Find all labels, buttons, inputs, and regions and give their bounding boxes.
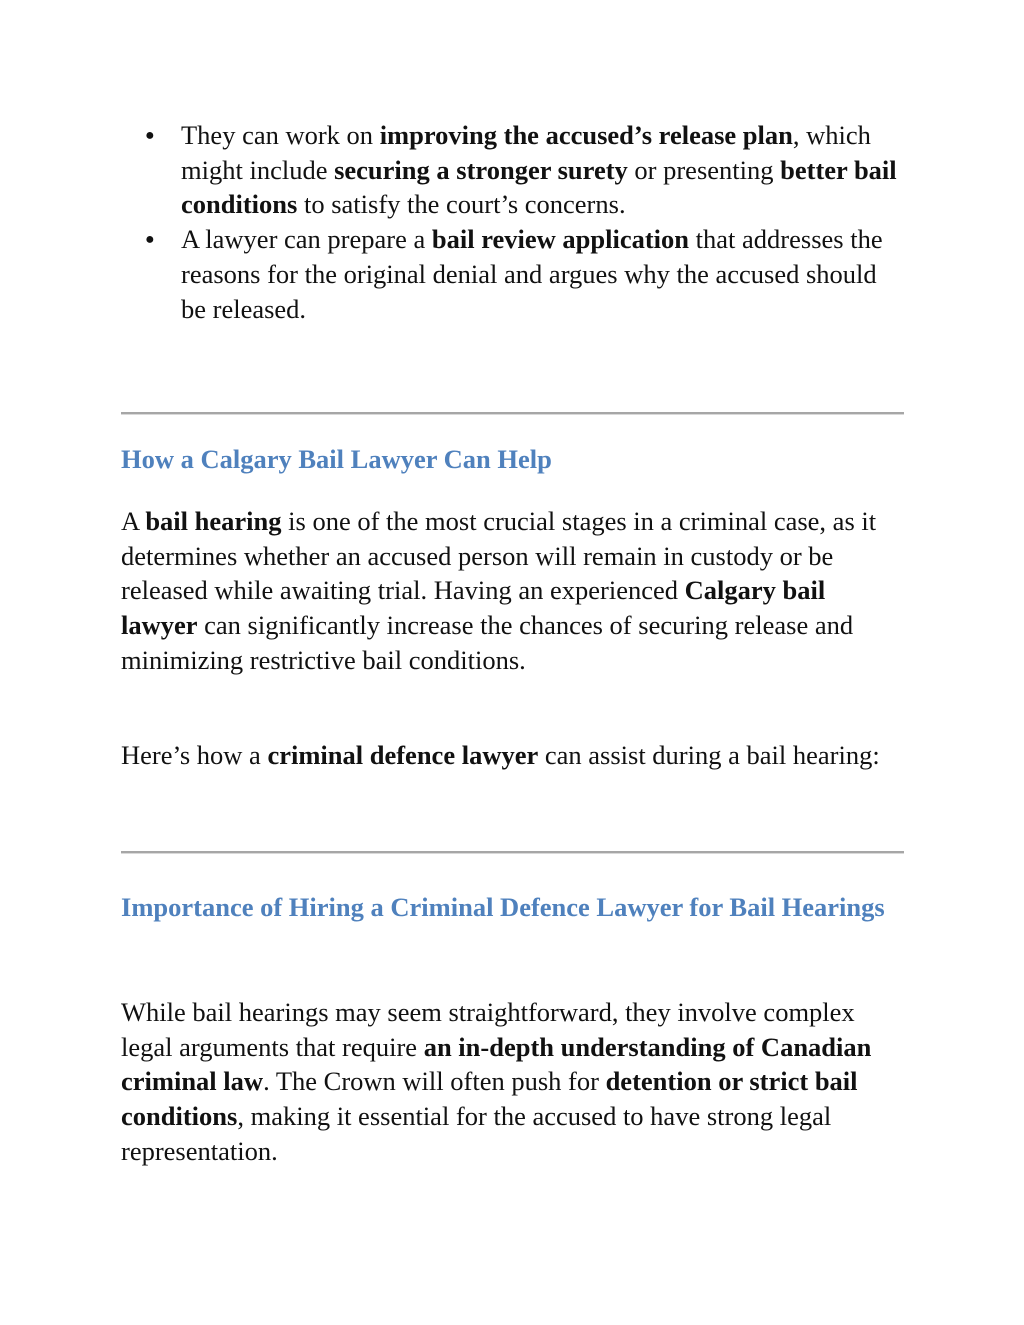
paragraph-text: While bail hearings may seem straightforward, they involve complex legal arguments that require	[121, 997, 855, 1062]
bold-phrase: Calgary bail lawyer	[121, 575, 826, 641]
paragraph	[121, 504, 904, 678]
section-heading: How a Calgary Bail Lawyer Can Help	[121, 444, 552, 474]
paragraph	[121, 995, 904, 1169]
bold-phrase: criminal defence lawyer	[267, 740, 539, 770]
paragraph-text: can assist during a bail hearing:	[538, 740, 880, 770]
bullet-text: They can work on	[181, 120, 380, 150]
bullet-icon: ●	[145, 231, 155, 249]
bullet-text: to satisfy the court’s concerns.	[297, 189, 626, 220]
bold-phrase: better bail conditions	[181, 154, 897, 220]
bold-phrase: detention or strict bail conditions	[121, 1066, 858, 1132]
bold-phrase: an in-depth understanding of Canadian criminal law	[121, 1031, 872, 1097]
paragraph	[121, 738, 904, 773]
paragraph-text: , making it essential for the accused to have strong legal representation.	[121, 1101, 832, 1166]
bullet-text: that addresses the reasons for the original denial and argues why the accused should be released.	[181, 224, 883, 324]
list-item	[121, 222, 904, 326]
section-heading: Importance of Hiring a Criminal Defence Lawyer for Bail Hearings	[121, 892, 885, 922]
list-item	[121, 118, 904, 222]
horizontal-divider	[121, 412, 904, 415]
paragraph-text: is one of the most crucial stages in a criminal case, as it determines whether an accused person will remain in custody or be released while awaiting trial. Having an experienced	[121, 506, 877, 606]
bold-phrase: bail review application	[431, 224, 690, 255]
paragraph-text: Here’s how a	[121, 740, 268, 770]
bullet-icon: ●	[145, 127, 155, 144]
paragraph-text: . The Crown will often push for	[263, 1066, 606, 1097]
bold-phrase: bail hearing	[145, 506, 282, 536]
bullet-text: , which might include	[181, 120, 871, 185]
bullet-list	[121, 118, 904, 326]
bold-phrase: securing a stronger surety	[334, 154, 628, 185]
horizontal-divider	[121, 851, 904, 854]
bullet-text: A lawyer can prepare a	[181, 224, 432, 255]
bullet-text: or presenting	[627, 154, 781, 185]
paragraph-text: can significantly increase the chances of securing release and minimizing restrictive bail conditions.	[121, 610, 854, 675]
bold-phrase: improving the accused’s release plan	[379, 120, 793, 150]
paragraph-text: A	[121, 506, 146, 536]
